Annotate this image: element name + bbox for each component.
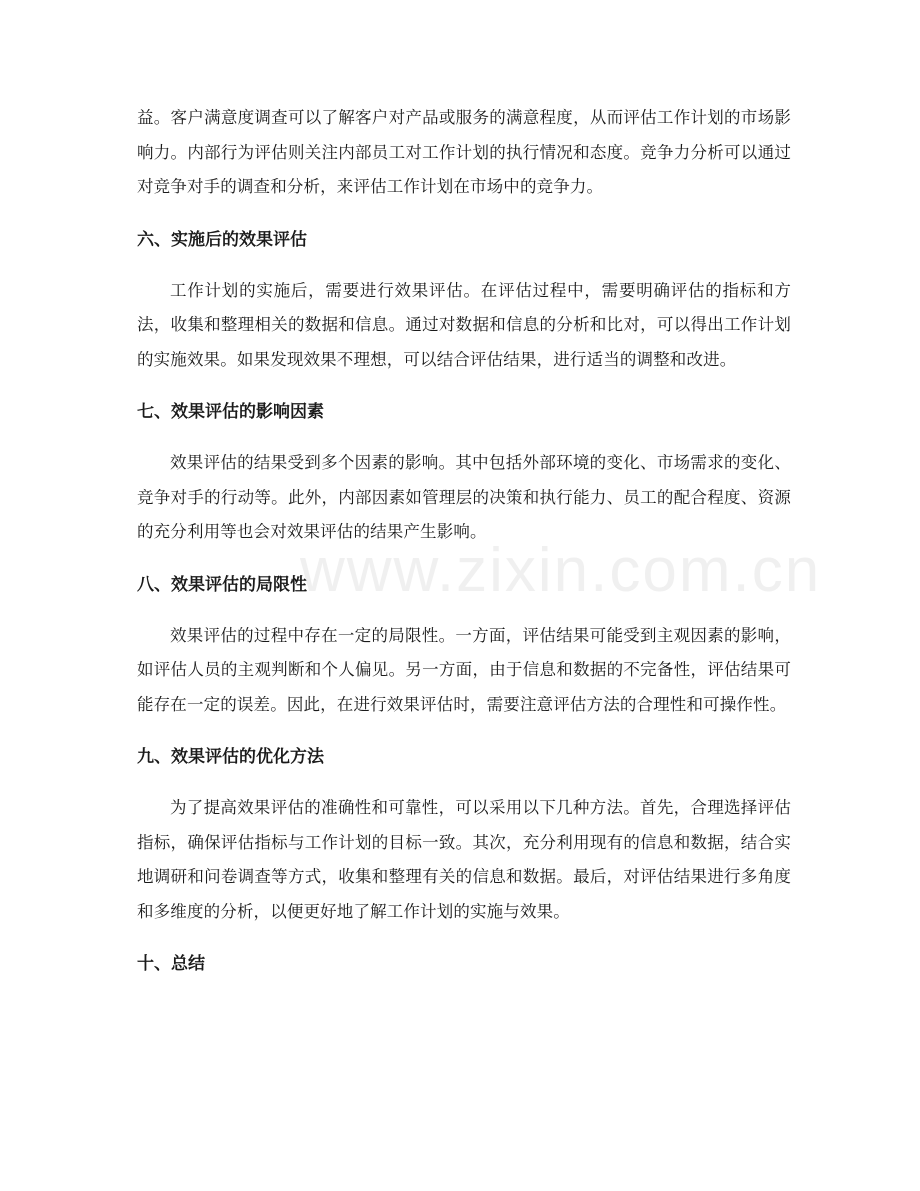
paragraph-section-8: 效果评估的过程中存在一定的局限性。一方面，评估结果可能受到主观因素的影响，如评估人员的主观判断和个人偏见。另一方面，由于信息和数据的不完备性，评估结果可能存在一定的误差。因此，在进行效果评估时，需要注意评估方法的合理性和可操作性。 [137,625,791,714]
section-heading-6: 六、实施后的效果评估 [137,229,307,250]
watermark: www.zixin.com.cn [300,536,822,605]
paragraph-section-6: 工作计划的实施后，需要进行效果评估。在评估过程中，需要明确评估的指标和方法，收集和整理相关的数据和信息。通过对数据和信息的分析和比对，可以得出工作计划的实施效果。如果发现效果不理想，可以结合评估结果，进行适当的调整和改进。 [137,280,791,369]
section-heading-9: 九、效果评估的优化方法 [137,747,324,767]
paragraph-section-7: 效果评估的结果受到多个因素的影响。其中包括外部环境的变化、市场需求的变化、竞争对手的行动等。此外，内部因素如管理层的决策和执行能力、员工的配合程度、资源的充分利用等也会对效果评估的结果产生影响。 [137,453,791,541]
section-heading-8: 八、效果评估的局限性 [137,574,307,595]
section-heading-10: 十、总结 [137,954,205,974]
section-heading-7: 七、效果评估的影响因素 [137,402,324,422]
paragraph-intro: 益。客户满意度调查可以了解客户对产品或服务的满意程度，从而评估工作计划的市场影响力。内部行为评估则关注内部员工对工作计划的执行情况和态度。竞争力分析可以通过对竞争对手的调查和分析，来评估工作计划在市场中的竞争力。 [137,108,791,196]
document-body [137,101,791,981]
paragraph-section-9: 为了提高效果评估的准确性和可靠性，可以采用以下几种方法。首先，合理选择评估指标，确保评估指标与工作计划的目标一致。其次，充分利用现有的信息和数据，结合实地调研和问卷调查等方式，收集和整理有关的信息和数据。最后，对评估结果进行多角度和多维度的分析，以便更好地了解工作计划的实施与效果。 [137,798,791,921]
